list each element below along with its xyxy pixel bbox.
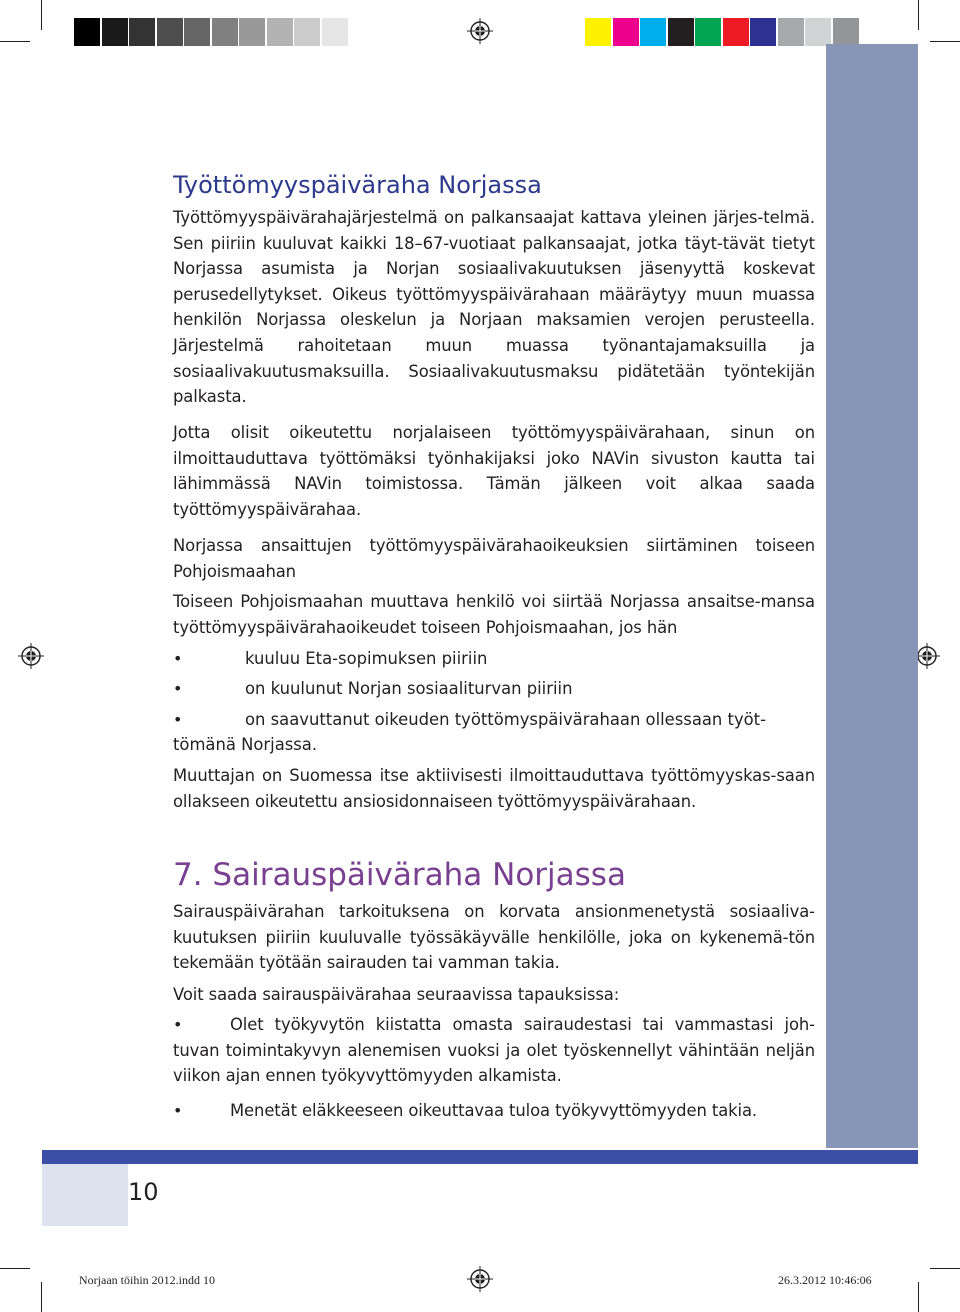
crop-mark-top-right-v bbox=[918, 0, 919, 30]
color-swatch bbox=[184, 18, 210, 46]
crop-mark-top-left-v bbox=[41, 0, 42, 30]
footer-page-tab bbox=[42, 1164, 128, 1226]
paragraph-registration: Jotta olisit oikeutettu norjalaiseen työttömyyspäivärahaan, sinun on ilmoittauduttava työttömäksi työnhakijaksi joko NAVin sivuston kautta tai lähimmässä NAVin toimistossa. Tämän jälkeen voit alkaa saada työttömyyspäivärahaa. bbox=[173, 423, 815, 519]
crop-mark-bottom-right-h bbox=[930, 1268, 960, 1269]
slug-timestamp: 26.3.2012 10:46:06 bbox=[778, 1273, 872, 1287]
color-swatch bbox=[157, 18, 183, 46]
color-swatch bbox=[613, 18, 639, 46]
color-swatch bbox=[102, 18, 128, 46]
paragraph-unemployment-system: Työttömyyspäivärahajärjestelmä on palkansaajat kattava yleinen järjes-telmä. Sen piiriin kuuluvat kaikki 18–67-vuotiaat palkansaajat, jotka täyt-tävät tietyt Norjassa asumista ja Norjan sosiaalivakuutuksen jäsenyyttä koskevat perusedellytykset. Oikeus työttömyyspäivärahaan määräytyy muun muassa henkilön Norjassa oleskelun ja Norjaan maksamien verojen perusteella. Järjestelmä rahoitetaan muun muassa työnantajamaksuilla ja sosiaalivakuutusmaksuilla. Sosiaalivakuutusmaksu pidätetään työntekijän palkasta. bbox=[173, 208, 815, 407]
color-swatch bbox=[322, 18, 348, 46]
subheading-transfer: Norjassa ansaittujen työttömyyspäivärahaoikeuksien siirtäminen toiseen Pohjoismaahan bbox=[173, 536, 815, 581]
bullet-marker: • bbox=[173, 710, 183, 729]
color-swatch bbox=[74, 18, 100, 46]
section-title-sickness: 7. Sairauspäiväraha Norjassa bbox=[173, 857, 626, 893]
paragraph-transfer-intro: Toiseen Pohjoismaahan muuttava henkilö voi siirtää Norjassa ansaitse-mansa työttömyyspäivärahaoikeudet toiseen Pohjoismaahan, jos hän bbox=[173, 592, 815, 637]
crop-mark-bottom-left-v bbox=[41, 1282, 42, 1312]
bullet-marker: • bbox=[173, 1015, 183, 1034]
registration-mark-icon bbox=[467, 18, 493, 44]
bullet-marker: • bbox=[173, 679, 183, 698]
color-swatch bbox=[695, 18, 721, 46]
color-swatch bbox=[129, 18, 155, 46]
page-number: 10 bbox=[128, 1178, 159, 1206]
color-swatch bbox=[585, 18, 611, 46]
color-swatch bbox=[267, 18, 293, 46]
color-swatch bbox=[212, 18, 238, 46]
bullet-marker: • bbox=[173, 649, 183, 668]
paragraph-finland-registration: Muuttajan on Suomessa itse aktiivisesti ilmoittauduttava työttömyyskas-saan ollakseen oikeutettu ansiosidonnaiseen työttömyyspäivärahaan. bbox=[173, 766, 815, 811]
color-swatch bbox=[668, 18, 694, 46]
bullet-entitlement-continuation: tömänä Norjassa. bbox=[173, 735, 318, 754]
bullet-pension-income: Menetät eläkkeeseen oikeuttavaa tuloa työkyvyttömyyden takia. bbox=[230, 1101, 758, 1120]
crop-mark-top-left-h bbox=[0, 41, 30, 42]
color-swatch bbox=[805, 18, 831, 46]
color-swatch bbox=[723, 18, 749, 46]
color-swatch bbox=[750, 18, 776, 46]
section-title-unemployment: Työttömyyspäiväraha Norjassa bbox=[173, 171, 542, 199]
color-swatch bbox=[239, 18, 265, 46]
bullet-social-security: on kuulunut Norjan sosiaaliturvan piiriin bbox=[245, 679, 573, 698]
bullet-eta: kuuluu Eta-sopimuksen piiriin bbox=[245, 649, 488, 668]
crop-mark-bottom-left-h bbox=[0, 1268, 30, 1269]
crop-mark-bottom-right-v bbox=[918, 1282, 919, 1312]
color-swatch bbox=[778, 18, 804, 46]
bullet-incapacity: Olet työkyvytön kiistatta omasta sairaudestasi tai vammastasi joh-tuvan toimintakyvyn alenemisen vuoksi ja olet työskennellyt vähintään neljän viikon ajan ennen työkyvyttömyyden alkamista. bbox=[173, 1015, 815, 1086]
registration-mark-icon bbox=[467, 1266, 493, 1292]
slug-filename: Norjaan töihin 2012.indd 10 bbox=[79, 1273, 215, 1287]
paragraph-sickness-purpose: Sairauspäivärahan tarkoituksena on korvata ansionmenetystä sosiaaliva-kuutuksen piiriin kuuluvalle työssäkäyvälle henkilölle, joka on kykenemä-tön tekemään työtään sairauden tai vamman takia. bbox=[173, 902, 815, 973]
registration-mark-icon bbox=[18, 643, 44, 669]
color-swatch bbox=[640, 18, 666, 46]
bullet-entitlement: on saavuttanut oikeuden työttömyspäivärahaan ollessaan työt- bbox=[245, 710, 767, 729]
footer-color-bar bbox=[42, 1150, 918, 1164]
bullet-marker: • bbox=[173, 1101, 183, 1120]
color-swatch bbox=[833, 18, 859, 46]
crop-mark-top-right-h bbox=[930, 41, 960, 42]
color-swatch bbox=[294, 18, 320, 46]
side-color-band bbox=[826, 44, 918, 1148]
paragraph-sickness-intro: Voit saada sairauspäivärahaa seuraavissa tapauksissa: bbox=[173, 985, 620, 1004]
